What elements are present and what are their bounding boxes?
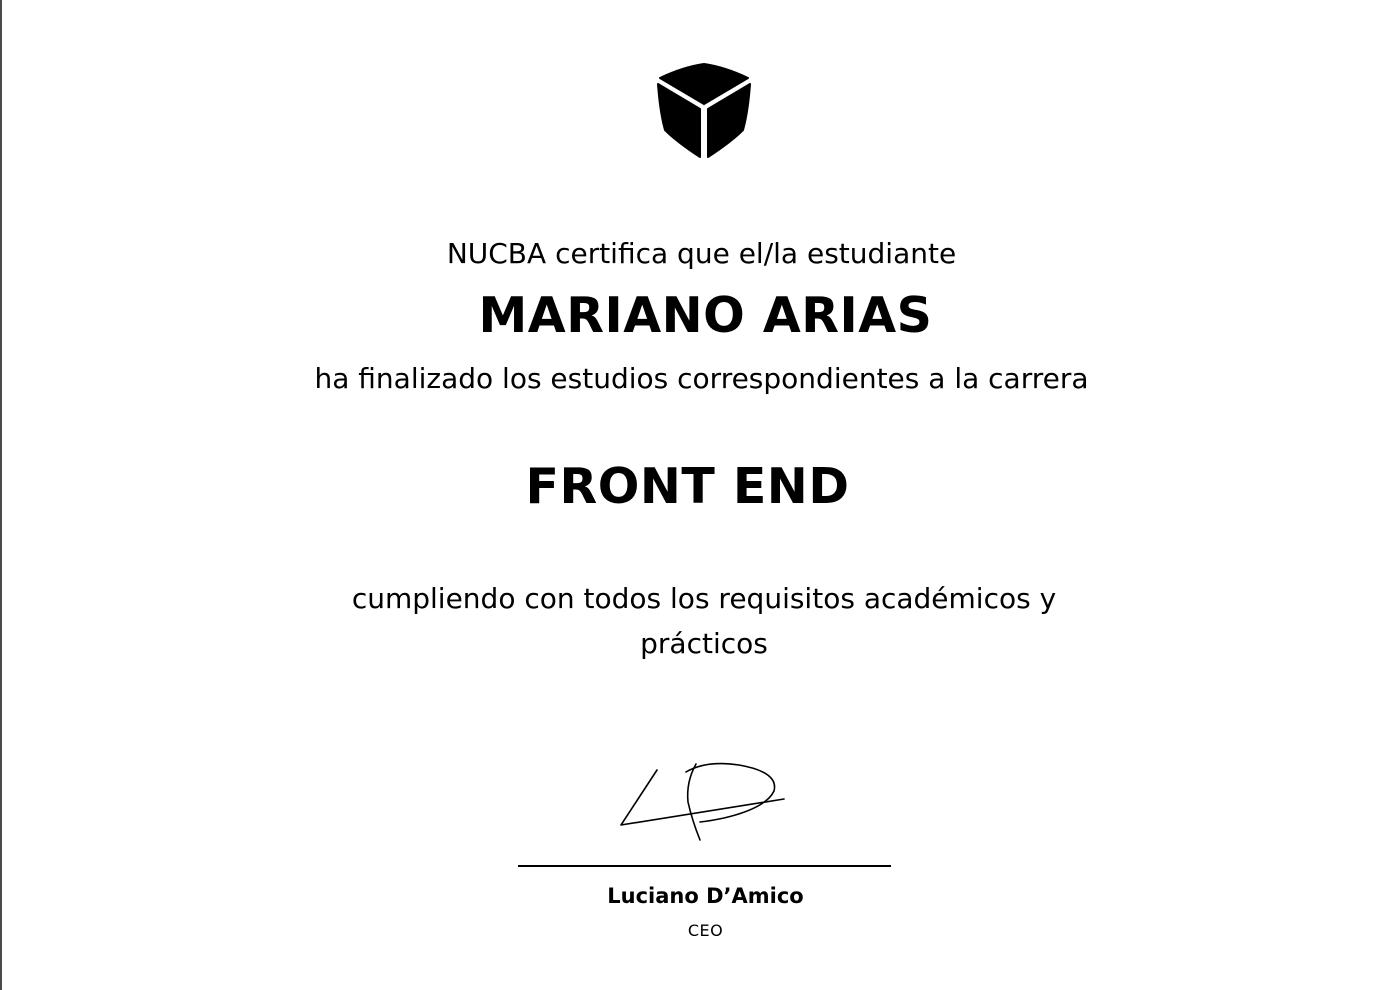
requirements-statement: cumpliendo con todos los requisitos académicos y prácticos <box>351 582 1057 660</box>
career-name: FRONT END <box>525 458 850 515</box>
completion-statement: ha finalizado los estudios correspondientes a la carrera <box>314 362 1089 395</box>
signer-name: Luciano D’Amico <box>607 884 804 908</box>
signature-line <box>518 865 891 867</box>
cube-icon <box>657 62 751 160</box>
certificate-intro: NUCBA certifica que el/la estudiante <box>446 237 957 270</box>
signature-icon <box>614 758 790 842</box>
signer-role: CEO <box>687 921 724 940</box>
student-name: MARIANO ARIAS <box>478 287 933 344</box>
